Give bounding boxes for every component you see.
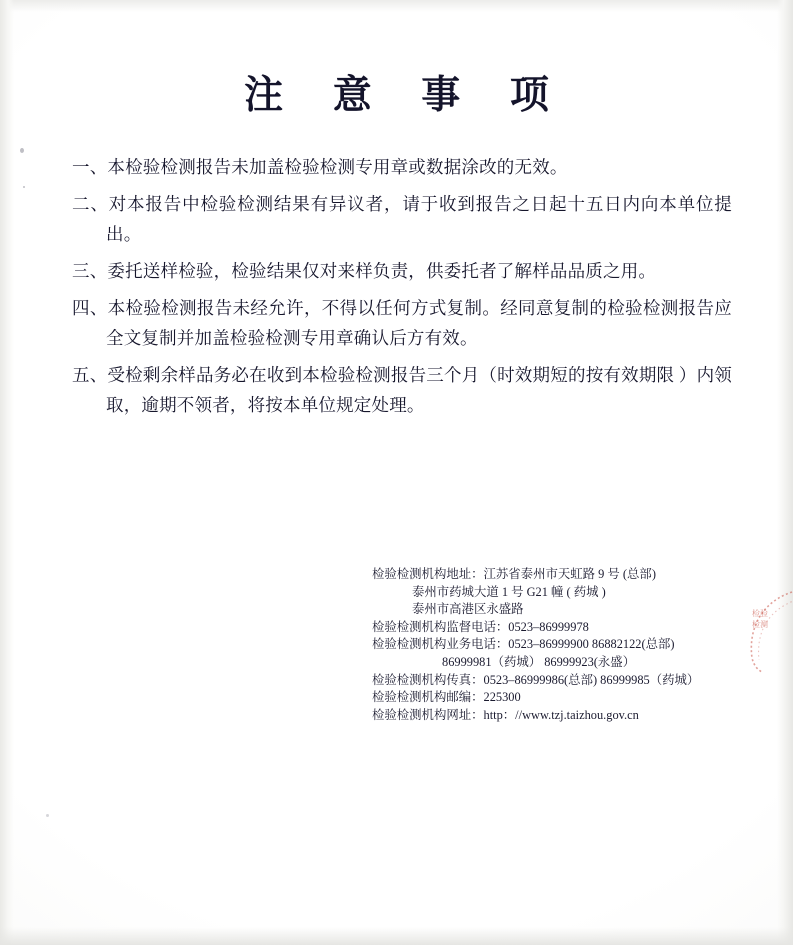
page-edge-bottom (0, 927, 793, 945)
page-title: 注 意 事 项 (244, 72, 567, 118)
list-item (72, 189, 732, 249)
notice-text: 一、本检验检测报告未加盖检验检测专用章或数据涂改的无效。 (72, 157, 568, 177)
notice-list (72, 152, 732, 427)
notice-text: 五、受检剩余样品务必在收到本检验检测报告三个月（时效期短的按有效期限 ）内领取，逾期不领者，将按本单位规定处理。 (72, 365, 732, 415)
list-item (72, 360, 732, 420)
notice-text: 二、对本报告中检验检测结果有异议者，请于收到报告之日起十五日内向本单位提出。 (72, 194, 732, 244)
notice-text: 四、本检验检测报告未经允许，不得以任何方式复制。经同意复制的检验检测报告应全文复制并加盖检验检测专用章确认后方有效。 (72, 298, 732, 348)
notice-text: 三、委托送样检验，检验结果仅对来样负责，供委托者了解样品品质之用。 (72, 261, 657, 281)
contact-line: 检验检测机构邮编：225300 (372, 690, 521, 705)
page-edge-right (777, 0, 793, 945)
list-item (72, 293, 732, 353)
seal-characters: 检验检测 (752, 609, 768, 629)
contact-info-block (372, 566, 702, 724)
contact-line: 泰州市药城大道 1 号 G21 幢 ( 药城 ) (412, 584, 606, 599)
contact-line: 检验检测机构传真：0523–86999986(总部) 86999985（药城） (372, 672, 700, 687)
page-edge-left (0, 0, 14, 945)
contact-line: 检验检测机构业务电话：0523–86999900 86882122(总部) (372, 637, 675, 652)
contact-line: 86999981（药城） 86999923(永盛） (442, 654, 636, 669)
list-item (72, 152, 732, 182)
page-edge-top (0, 0, 793, 12)
scan-speck (20, 148, 24, 153)
contact-line: 泰州市高港区永盛路 (412, 602, 524, 617)
list-item (72, 256, 732, 286)
contact-line: 检验检测机构网址：http：//www.tzj.taizhou.gov.cn (372, 707, 639, 722)
contact-line: 检验检测机构地址：江苏省泰州市天虹路 9 号 (总部) (372, 567, 656, 581)
red-seal-stamp (742, 588, 793, 674)
scan-speck (46, 814, 49, 817)
contact-line: 检验检测机构监督电话：0523–86999978 (372, 619, 589, 634)
scan-speck (23, 186, 25, 188)
